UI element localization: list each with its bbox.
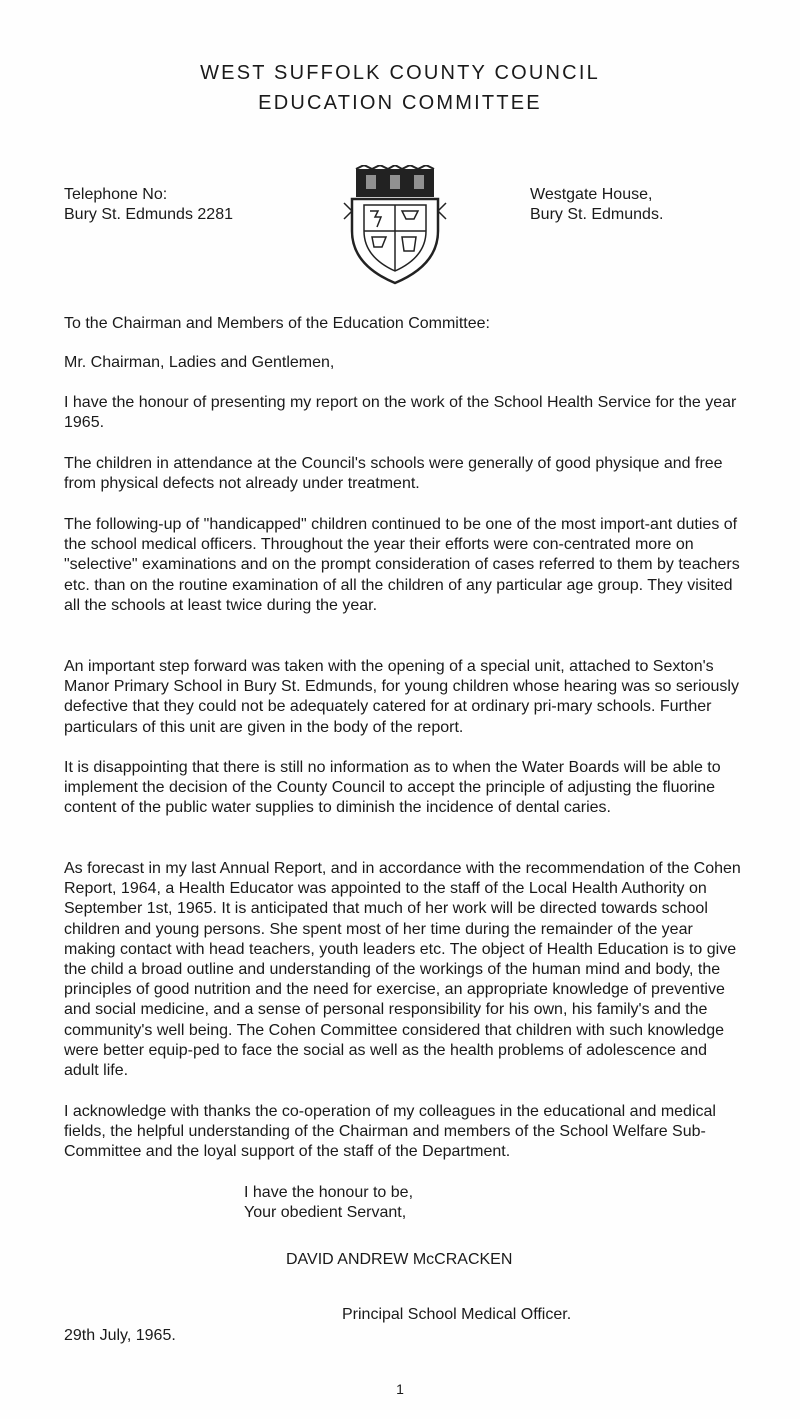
paragraph-3: The following-up of "handicapped" children continued to be one of the most import-ant duties of the school medical officers. Throughout the year their efforts were con-centrated more on "selective" examinations and on the prompt consideration of cases referred to them by teachers etc. than on the routine examination of all the children of any particular age group. They visited all the schools at least twice during the year. <box>64 516 740 614</box>
closing-line-1: I have the honour to be, <box>244 1184 414 1201</box>
signature-title: Principal School Medical Officer. <box>342 1306 572 1323</box>
page-number: 1 <box>396 1381 404 1397</box>
county-crest-icon <box>342 165 448 287</box>
telephone-number: Bury St. Edmunds 2281 <box>64 206 233 223</box>
signature-name: DAVID ANDREW McCRACKEN <box>286 1251 513 1268</box>
council-title: WEST SUFFOLK COUNTY COUNCIL <box>200 62 600 84</box>
closing-line-2: Your obedient Servant, <box>244 1204 407 1221</box>
closing-block <box>244 1183 413 1223</box>
paragraph-1: I have the honour of presenting my report on the work of the School Health Service for the year 1965. <box>64 394 737 432</box>
paragraph-4: An important step forward was taken with the opening of a special unit, attached to Sexton's Manor Primary School in Bury St. Edmunds, for young children whose hearing was so seriously defective that they could not be adequately catered for at ordinary pri-mary schools. Further particulars of this unit are given in the body of the report. <box>64 658 739 736</box>
paragraph-6: As forecast in my last Annual Report, and in accordance with the recommendation of the Cohen Report, 1964, a Health Educator was appointed to the staff of the Local Health Authority on September 1st, 1965. It is anticipated that much of her work will be directed towards school children and young persons. She spent most of her time during the remainder of the year making contact with head teachers, youth leaders etc. The object of Health Education is to give the child a broad outline and understanding of the workings of the human mind and body, the principles of good nutrition and the need for exercise, an appropriate knowledge of preventive and social medicine, and a sense of personal responsibility for his own, his family's and the community's well being. The Cohen Committee considered that children with such knowledge were better equip-ped to face the social as well as the health problems of adolescence and adult life. <box>64 860 741 1080</box>
greeting: Mr. Chairman, Ladies and Gentlemen, <box>64 354 335 371</box>
address-line-2: Bury St. Edmunds. <box>530 206 664 223</box>
telephone-label: Telephone No: <box>64 186 168 203</box>
report-date: 29th July, 1965. <box>64 1327 176 1344</box>
telephone-block <box>64 185 233 225</box>
paragraph-2: The children in attendance at the Council's schools were generally of good physique and free from physical defects not already under treatment. <box>64 455 723 493</box>
address-block <box>530 185 663 225</box>
salutation: To the Chairman and Members of the Education Committee: <box>64 315 490 332</box>
paragraph-5: It is disappointing that there is still no information as to when the Water Boards will be able to implement the decision of the County Council to accept the principle of adjusting the fluorine content of the public water supplies to diminish the incidence of dental caries. <box>64 759 721 817</box>
paragraph-7: I acknowledge with thanks the co-operation of my colleagues in the educational and medical fields, the helpful understanding of the Chairman and members of the School Welfare Sub-Committee and the loyal support of the staff of the Department. <box>64 1103 716 1161</box>
address-line-1: Westgate House, <box>530 186 653 203</box>
committee-title: EDUCATION COMMITTEE <box>258 92 542 114</box>
